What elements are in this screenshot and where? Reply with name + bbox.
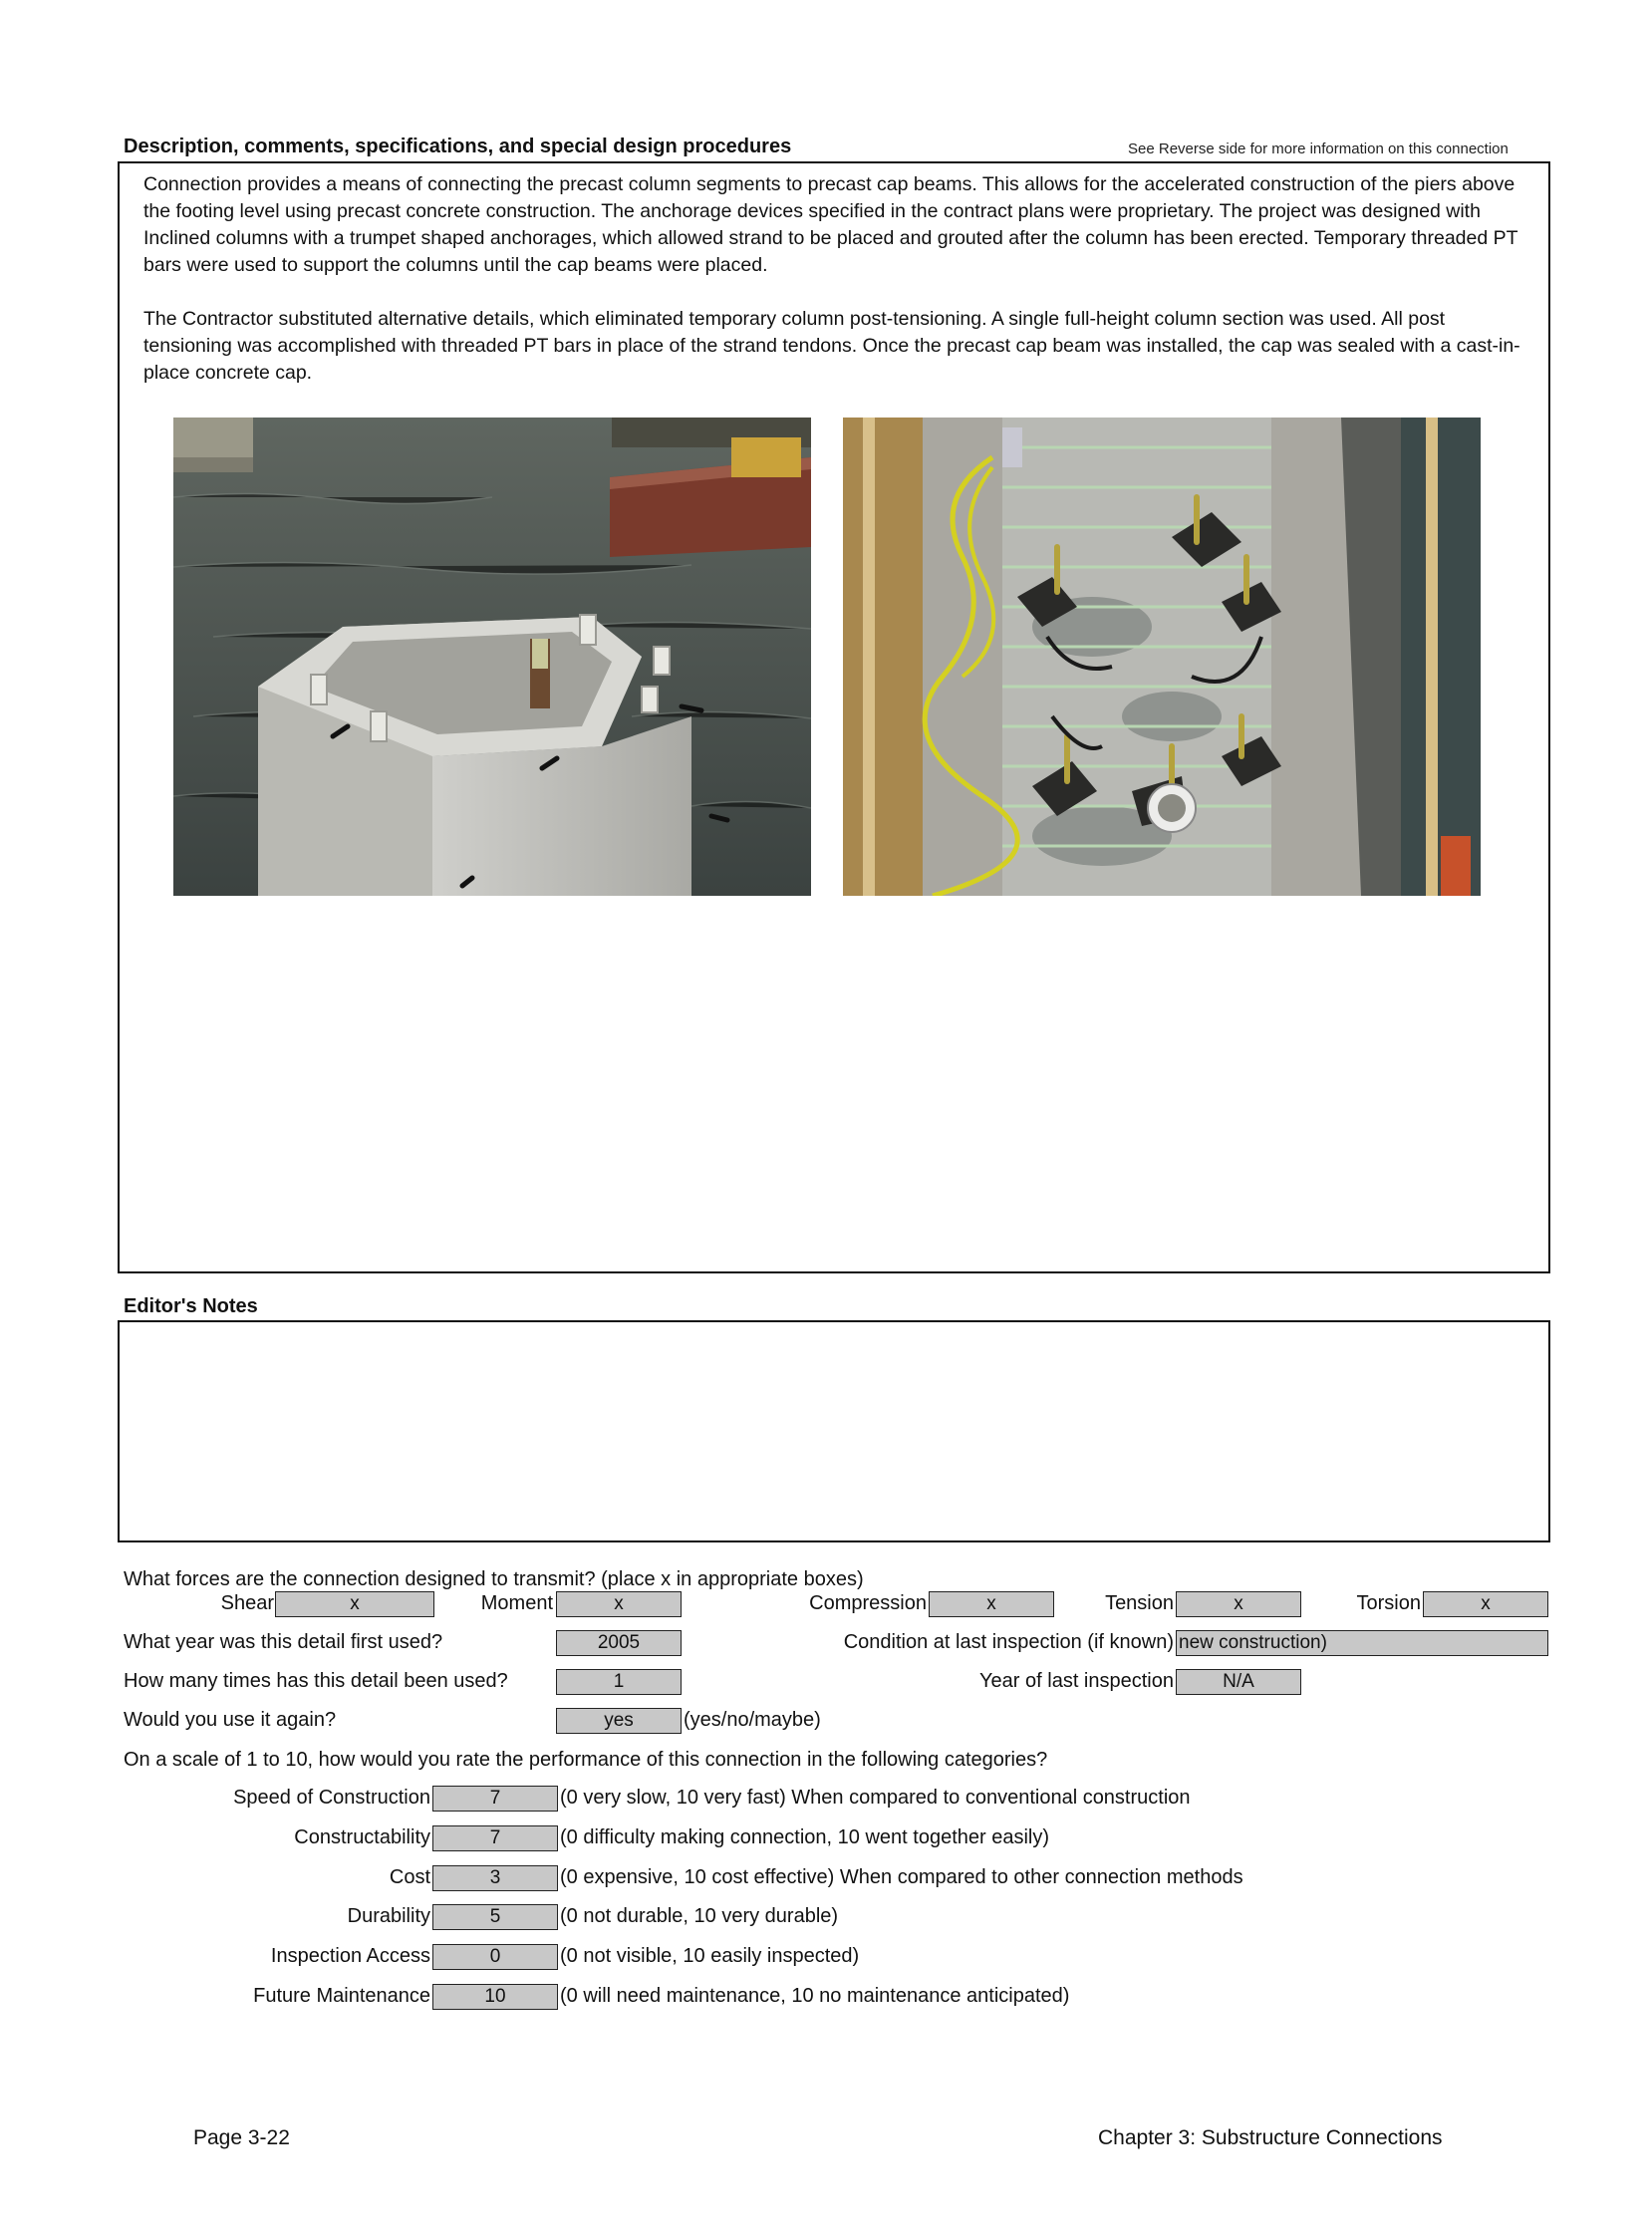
reuse-options-hint: (yes/no/maybe) (684, 1709, 821, 1731)
rating-label-constructability: Constructability (294, 1826, 430, 1848)
rating-label-future-maintenance: Future Maintenance (253, 1985, 430, 2007)
rating-field-cost[interactable]: 3 (432, 1865, 558, 1891)
page-number: Page 3-22 (193, 2126, 290, 2149)
rating-scale-inspection-access: (0 not visible, 10 easily inspected) (560, 1945, 860, 1967)
tension-label: Tension (1105, 1592, 1174, 1614)
reuse-question: Would you use it again? (124, 1709, 337, 1731)
torsion-field[interactable]: x (1423, 1591, 1548, 1617)
rating-field-inspection-access[interactable]: 0 (432, 1944, 558, 1970)
reuse-field[interactable]: yes (556, 1708, 682, 1734)
rating-field-future-maintenance[interactable]: 10 (432, 1984, 558, 2010)
description-paragraph-2: The Contractor substituted alternative details, which eliminated temporary column post-tensioning. A single full-height column section was used. All post tensioning was accomplished with threaded PT bars in place of the strand tendons. Once the precast cap beam was installed, the cap was sealed with a cast-in-place concrete cap. (143, 308, 1520, 384)
moment-field[interactable]: x (556, 1591, 682, 1617)
tension-field[interactable]: x (1176, 1591, 1301, 1617)
editors-notes-box (118, 1320, 1550, 1542)
forces-question: What forces are the connection designed to transmit? (place x in appropriate boxes) (124, 1568, 864, 1590)
reverse-side-note: See Reverse side for more information on this connection (1128, 140, 1509, 157)
shear-field[interactable]: x (275, 1591, 434, 1617)
rating-scale-future-maintenance: (0 will need maintenance, 10 no maintenance anticipated) (560, 1985, 1070, 2007)
rating-scale-speed: (0 very slow, 10 very fast) When compared to conventional construction (560, 1787, 1191, 1809)
editors-notes-heading: Editor's Notes (124, 1295, 258, 1317)
rating-label-cost: Cost (389, 1866, 430, 1888)
rating-field-constructability[interactable]: 7 (432, 1825, 558, 1851)
rating-label-durability: Durability (347, 1905, 430, 1927)
editors-notes-content (120, 1322, 1548, 1342)
last-inspection-field[interactable]: N/A (1176, 1669, 1301, 1695)
rating-field-durability[interactable]: 5 (432, 1904, 558, 1930)
rating-scale-cost: (0 expensive, 10 cost effective) When compared to other connection methods (560, 1866, 1243, 1888)
condition-label: Condition at last inspection (if known) (843, 1631, 1174, 1653)
cap-beam-photo (843, 418, 1481, 896)
description-paragraph-1: Connection provides a means of connecting the precast column segments to precast cap beams. This allows for the accelerated construction of the piers above the footing level using precast concrete construction. The anchorage devices specified in the contract plans were proprietary. The project was designed with Inclined columns with a trumpet shaped anchorages, which allowed strand to be placed and grouted after the column has been erected. Temporary threaded PT bars were used to support the columns until the cap beams were placed. (143, 173, 1518, 276)
shear-label: Shear (220, 1592, 274, 1614)
last-inspection-label: Year of last inspection (979, 1670, 1174, 1692)
description-text (143, 171, 1528, 414)
description-box (118, 161, 1550, 1273)
ratings-intro: On a scale of 1 to 10, how would you rate the performance of this connection in the following categories? (124, 1749, 1048, 1771)
rating-field-speed[interactable]: 7 (432, 1786, 558, 1812)
compression-label: Compression (809, 1592, 927, 1614)
column-segment-photo (173, 418, 811, 896)
compression-field[interactable]: x (929, 1591, 1054, 1617)
times-used-field[interactable]: 1 (556, 1669, 682, 1695)
rating-scale-constructability: (0 difficulty making connection, 10 went together easily) (560, 1826, 1050, 1848)
rating-label-speed: Speed of Construction (233, 1787, 430, 1809)
year-field[interactable]: 2005 (556, 1630, 682, 1656)
torsion-label: Torsion (1356, 1592, 1421, 1614)
description-heading: Description, comments, specifications, and special design procedures (124, 136, 792, 157)
chapter-title: Chapter 3: Substructure Connections (1098, 2126, 1443, 2149)
rating-label-inspection-access: Inspection Access (270, 1945, 430, 1967)
times-used-question: How many times has this detail been used? (124, 1670, 508, 1692)
moment-label: Moment (480, 1592, 553, 1614)
rating-scale-durability: (0 not durable, 10 very durable) (560, 1905, 839, 1927)
condition-field[interactable]: new construction) (1176, 1630, 1548, 1656)
year-question: What year was this detail first used? (124, 1631, 443, 1653)
